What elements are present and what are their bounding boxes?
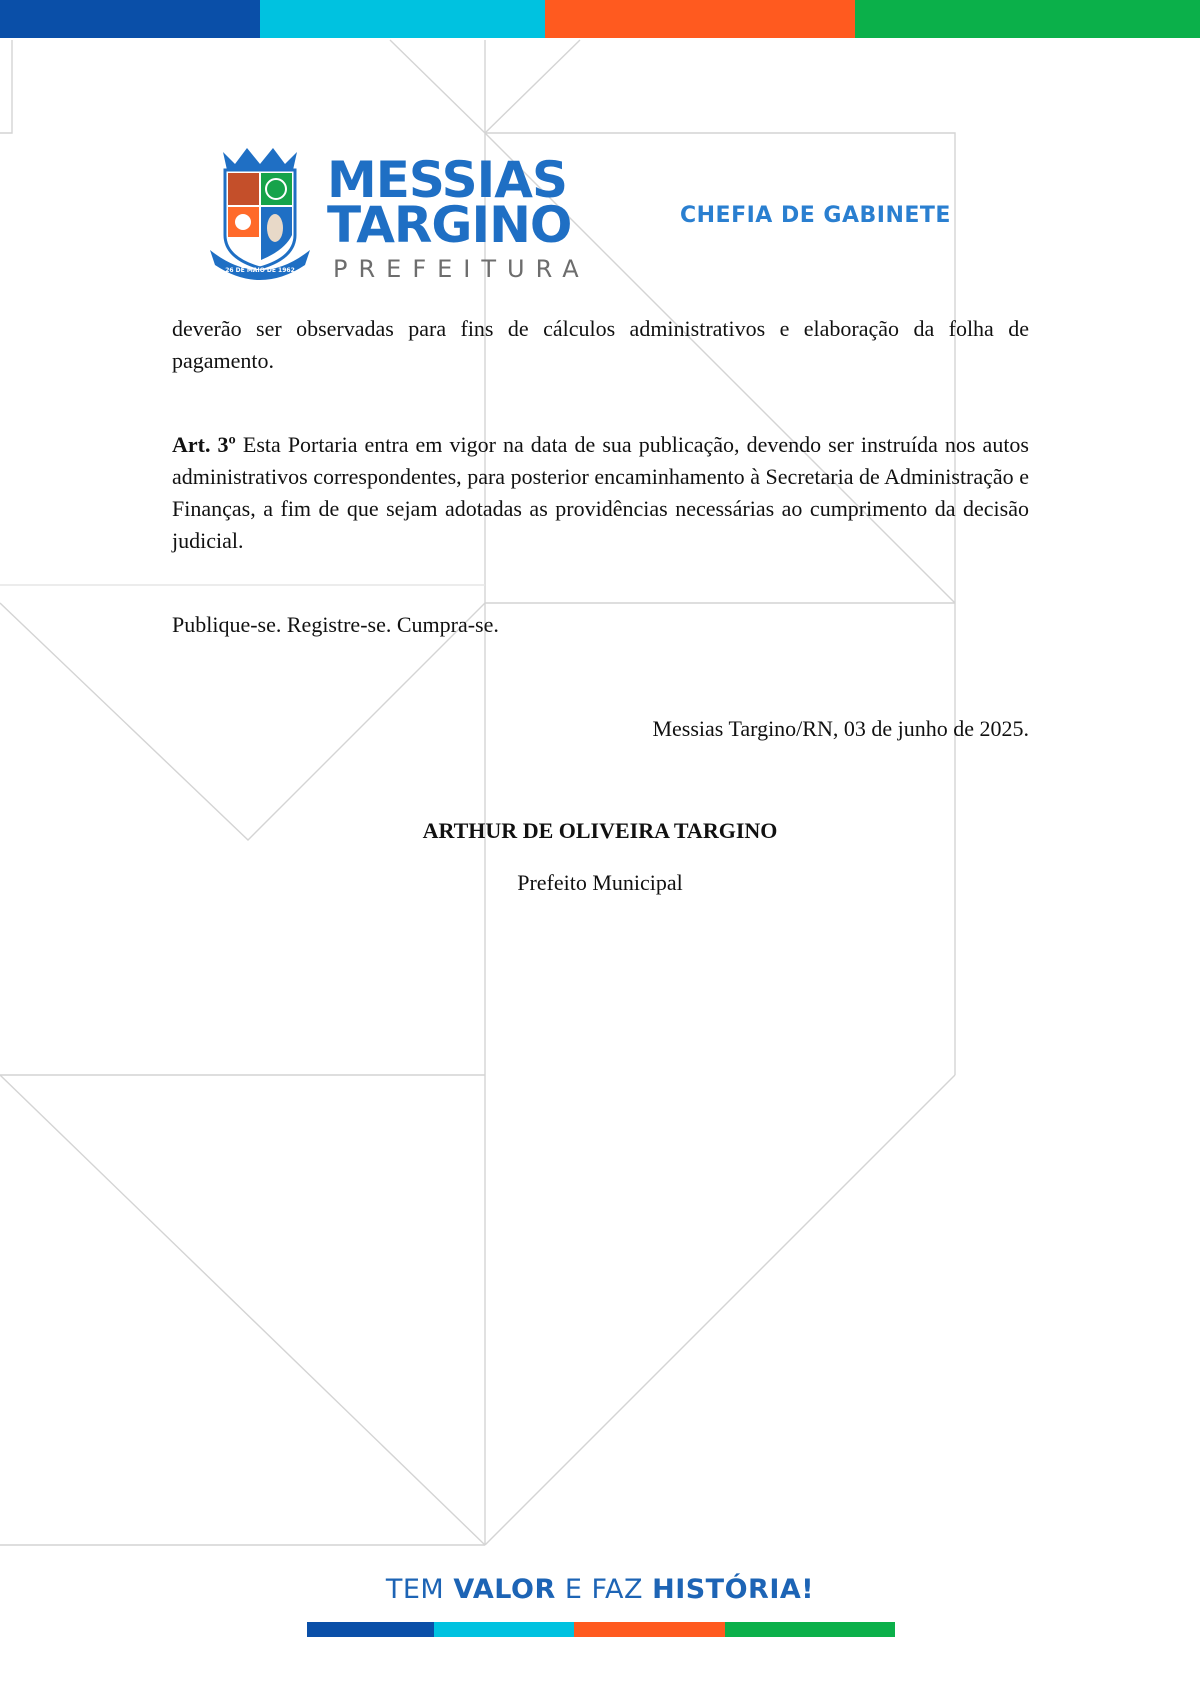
bottom-segment-blue [307, 1622, 434, 1637]
crest-logo [205, 140, 315, 285]
slogan-part-4: HISTÓRIA! [652, 1574, 815, 1605]
slogan-part-2: VALOR [453, 1574, 556, 1605]
bottom-segment-green [725, 1622, 895, 1637]
slogan-part-1: TEM [385, 1574, 454, 1605]
article-label: Art. 3º [172, 432, 236, 457]
brand-name-line2: TARGINO [327, 196, 572, 254]
brand-subtitle: PREFEITURA [333, 255, 590, 283]
slogan-part-3: E FAZ [555, 1574, 653, 1605]
bottom-segment-cyan [434, 1622, 574, 1637]
article-3-paragraph [172, 429, 1029, 557]
signatory-name: ARTHUR DE OLIVEIRA TARGINO [422, 818, 778, 843]
closing-line: Publique-se. Registre-se. Cumpra-se. [172, 612, 499, 637]
footer-slogan [0, 1574, 1200, 1605]
bottom-color-bar [307, 1622, 895, 1637]
signatory-role: Prefeito Municipal [517, 870, 683, 895]
crest-ribbon-text: 26 DE MAIO DE 1962 [225, 267, 295, 274]
letterhead [205, 140, 965, 290]
department-title: CHEFIA DE GABINETE [680, 203, 951, 228]
paragraph-continuation: deverão ser observadas para fins de cálculos administrativos e elaboração da folha de pagamento. [172, 316, 1029, 373]
date-line: Messias Targino/RN, 03 de junho de 2025. [652, 716, 1029, 741]
bottom-segment-orange [574, 1622, 725, 1637]
article-text: Esta Portaria entra em vigor na data de sua publicação, devendo ser instruída nos autos administrativos correspondentes, para posterior encaminhamento à Secretaria de Administração e Finanças, a fim de que sejam adotadas as providências necessárias ao cumprimento da decisão judicial. [172, 432, 1029, 553]
brand-name-line1: MESSIAS [327, 151, 567, 209]
